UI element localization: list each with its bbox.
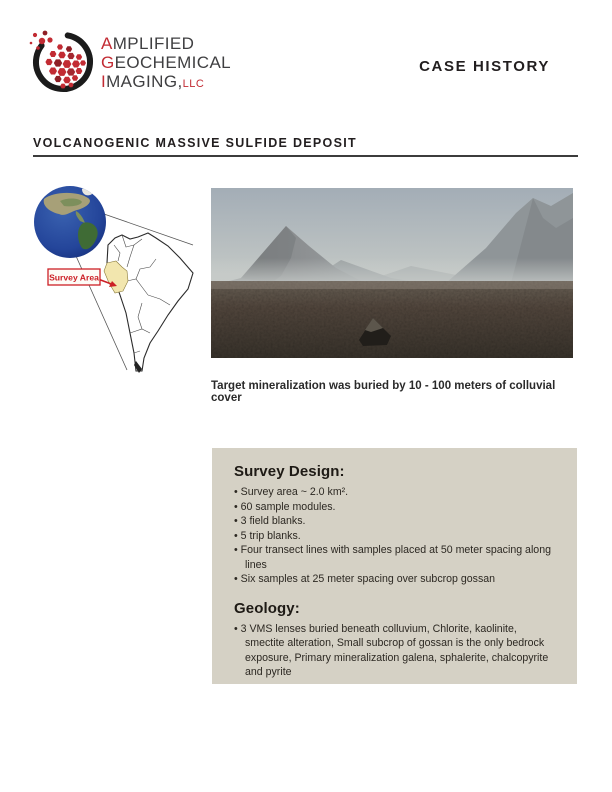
geology-list [234, 622, 559, 680]
survey-design-item: • Six samples at 25 meter spacing over subcrop gossan [234, 572, 559, 587]
survey-design-item: • 60 sample modules. [234, 500, 559, 515]
survey-design-item: • 3 field blanks. [234, 514, 559, 529]
site-photo [211, 188, 573, 358]
survey-design-item: • Survey area ~ 2.0 km². [234, 485, 559, 500]
logo-line-2: GEOCHEMICAL [101, 53, 232, 72]
survey-design-heading: Survey Design: [234, 463, 345, 480]
geology-heading: Geology: [234, 599, 300, 617]
page-title: VOLCANOGENIC MASSIVE SULFIDE DEPOSIT [33, 136, 357, 150]
globe-graphic [34, 186, 106, 258]
logo-line-1: AMPLIFIED [101, 34, 195, 53]
logo-line-3: IMAGING,LLC [101, 72, 205, 91]
survey-info-box [212, 448, 577, 684]
survey-design-item: • Four transect lines with samples placed at 50 meter spacing along lines [234, 543, 559, 572]
south-america-outline [104, 233, 193, 373]
geology-item: • 3 VMS lenses buried beneath colluvium, Chlorite, kaolinite, smectite alteration, Small subcrop of gossan is the only bedrock exposure, Primary mineralization galena, sphalerite, chalcopyrite and pyrite [234, 622, 559, 680]
agi-logo-icon [28, 26, 96, 94]
survey-location-map [30, 183, 200, 375]
survey-area-label: Survey Area [49, 272, 99, 283]
case-history-label: CASE HISTORY [419, 58, 550, 75]
survey-design-list [234, 485, 559, 587]
photo-caption: Target mineralization was buried by 10 - 100 meters of colluvial cover [211, 380, 556, 404]
agi-logo-wordmark [101, 34, 231, 94]
title-divider [33, 155, 578, 157]
survey-design-item: • 5 trip blanks. [234, 529, 559, 544]
